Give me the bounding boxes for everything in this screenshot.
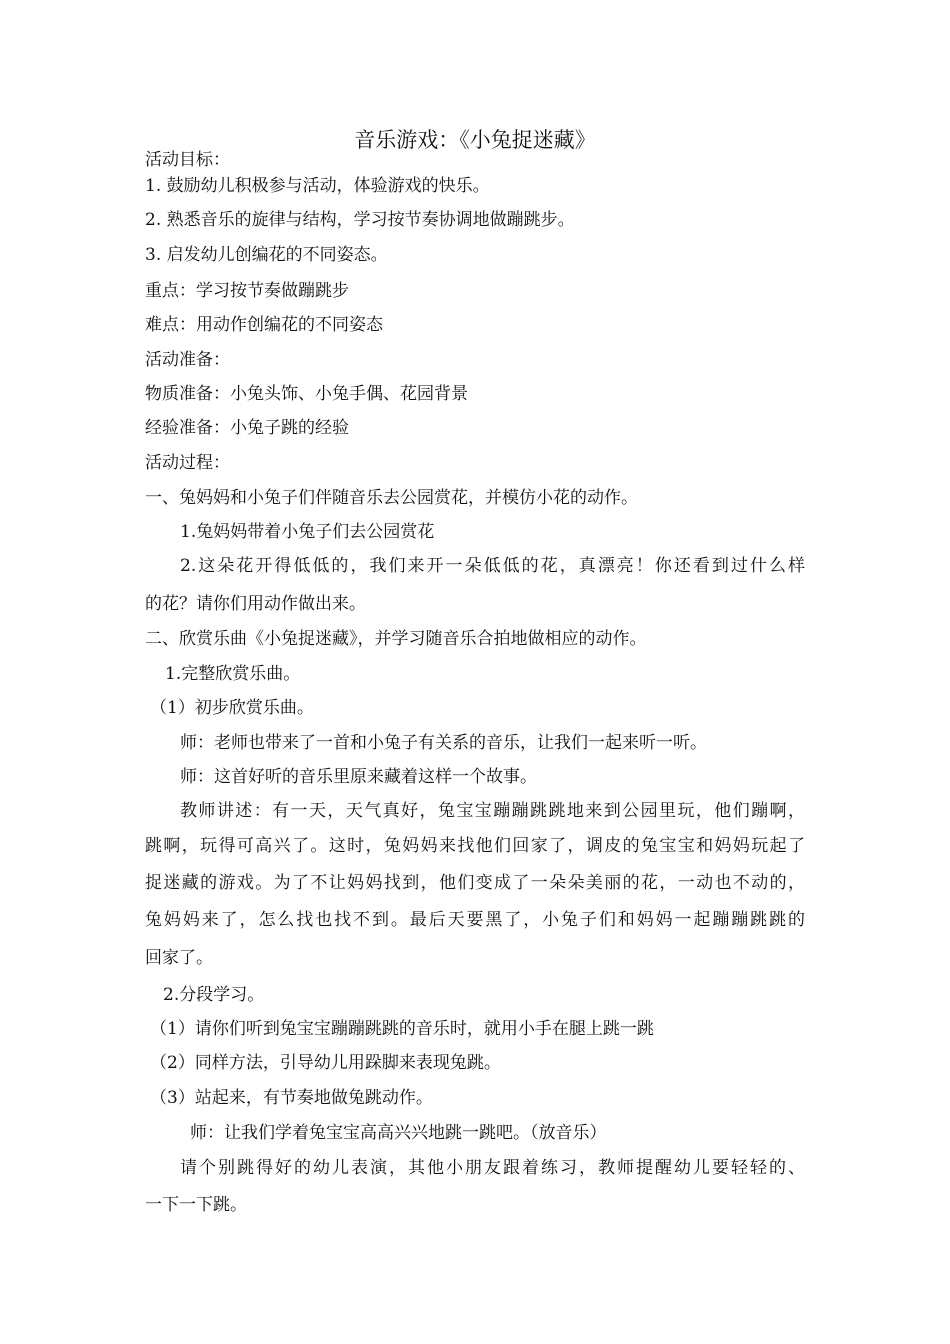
story-paragraph-line-4: 兔妈妈来了，怎么找也找不到。最后天要黑了，小兔子们和妈妈一起蹦蹦跳跳的	[145, 910, 805, 930]
process-step-2-heading: 二、欣赏乐曲《小兔捉迷藏》，并学习随音乐合拍地做相应的动作。	[145, 629, 647, 649]
material-preparation: 物质准备：小兔头饰、小兔手偶、花园背景	[145, 384, 468, 404]
goal-item-2: 2. 熟悉音乐的旋律与结构，学习按节奏协调地做蹦跳步。	[145, 210, 575, 230]
section-heading-process: 活动过程：	[145, 453, 230, 473]
segment-sub-2: （2）同样方法，引导幼儿用跺脚来表现兔跳。	[150, 1053, 501, 1073]
teacher-line-2: 师：这首好听的音乐里原来藏着这样一个故事。	[180, 767, 537, 787]
practice-line-1: 请个别跳得好的幼儿表演，其他小朋友跟着练习，教师提醒幼儿要轻轻的、	[180, 1158, 805, 1178]
teacher-line-1: 师：老师也带来了一首和小兔子有关系的音乐，让我们一起来听一听。	[180, 733, 707, 753]
story-paragraph-line-3: 捉迷藏的游戏。为了不让妈妈找到，他们变成了一朵朵美丽的花，一动也不动的，	[145, 873, 805, 893]
section-heading-preparation: 活动准备：	[145, 350, 230, 370]
practice-line-2: 一下一下跳。	[145, 1195, 247, 1215]
section-heading-goals: 活动目标：	[145, 150, 230, 170]
story-paragraph-line-5: 回家了。	[145, 948, 213, 968]
goal-item-3: 3. 启发幼儿创编花的不同姿态。	[145, 245, 388, 265]
key-point: 重点：学习按节奏做蹦跳步	[145, 281, 349, 301]
process-step-1-item-1: 1.兔妈妈带着小兔子们去公园赏花	[180, 522, 435, 542]
process-step-2-sub-1: （1）初步欣赏乐曲。	[150, 698, 314, 718]
process-step-1-item-2: 2.这朵花开得低低的，我们来开一朵低低的花，真漂亮！你还看到过什么样	[180, 556, 805, 576]
story-paragraph-line-1: 教师讲述：有一天，天气真好，兔宝宝蹦蹦跳跳地来到公园里玩，他们蹦啊，	[180, 801, 805, 821]
story-paragraph-line-2: 跳啊，玩得可高兴了。这时，兔妈妈来找他们回家了，调皮的兔宝宝和妈妈玩起了	[145, 836, 805, 856]
difficult-point: 难点：用动作创编花的不同姿态	[145, 315, 383, 335]
process-step-1-item-2-cont: 的花？请你们用动作做出来。	[145, 594, 366, 614]
experience-preparation: 经验准备：小兔子跳的经验	[145, 418, 349, 438]
process-step-1-heading: 一、兔妈妈和小兔子们伴随音乐去公园赏花，并模仿小花的动作。	[145, 488, 638, 508]
process-step-2-item-1: 1.完整欣赏乐曲。	[165, 664, 301, 684]
segment-sub-1: （1）请你们听到兔宝宝蹦蹦跳跳的音乐时，就用小手在腿上跳一跳	[150, 1019, 654, 1039]
goal-item-1: 1. 鼓励幼儿积极参与活动，体验游戏的快乐。	[145, 176, 490, 196]
document-title: 音乐游戏：《小兔捉迷藏》	[354, 128, 596, 152]
teacher-line-3: 师：让我们学着兔宝宝高高兴兴地跳一跳吧。（放音乐）	[190, 1123, 607, 1143]
segment-sub-3: （3）站起来，有节奏地做兔跳动作。	[150, 1088, 433, 1108]
process-step-2-item-2: 2.分段学习。	[163, 985, 265, 1005]
